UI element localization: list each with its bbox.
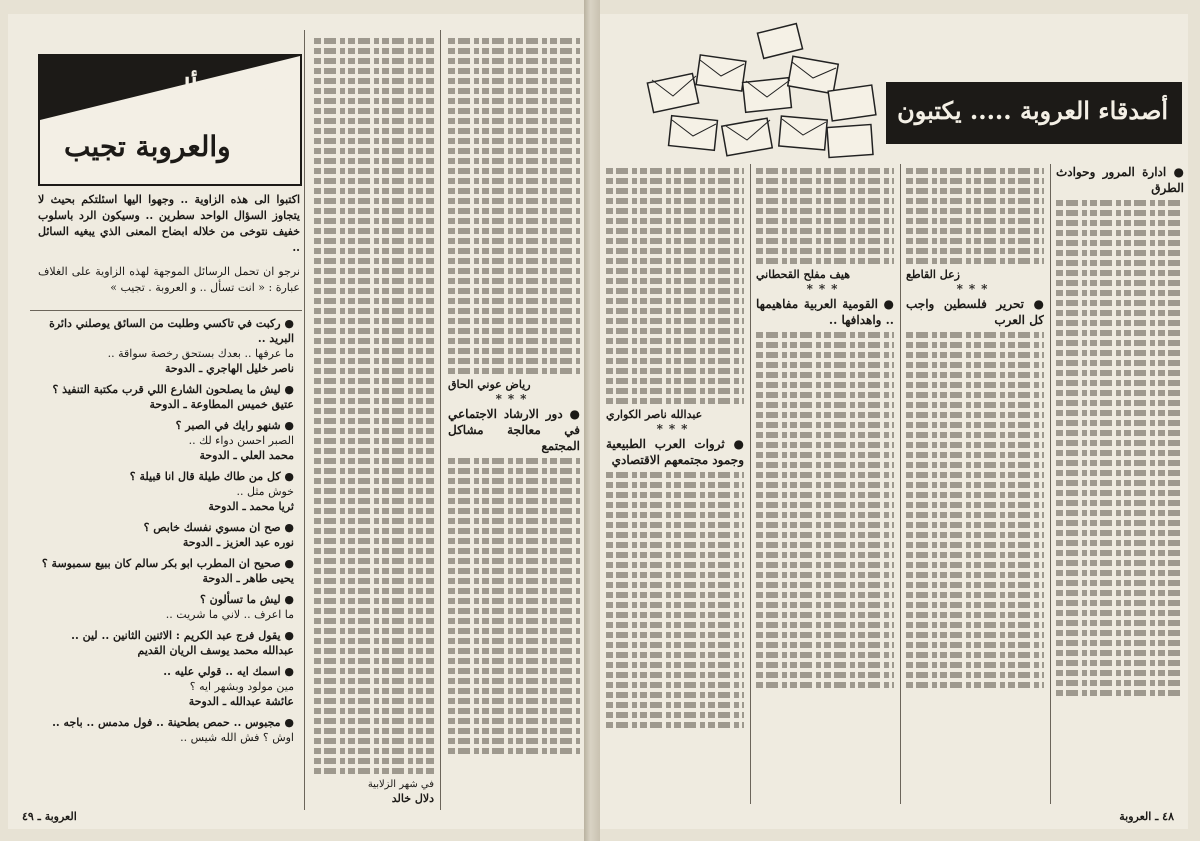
qa-item: ● ركبت في تاكسي وطلبت من السائق يوصلني دائرة البريد .. ما عرفها .. بعدك بستحق رخصة سواقة .. ناصر خليل الهاجري ـ الدوحة — [49, 317, 294, 375]
left-page — [8, 14, 584, 829]
right-col-1 — [1056, 164, 1184, 804]
ask-answer-banner — [38, 54, 302, 186]
author-byline: رياض عوني الحاق — [448, 378, 531, 391]
qa-item: ● ليش ما تسألون ؟ ما اعرف .. لاني ما شريت .. — [165, 593, 294, 621]
right-col-2 — [906, 164, 1044, 804]
banner-title-line1: أنت تسأل — [171, 74, 278, 104]
qa-item: ● كل من طاك طيلة قال انا قبيلة ؟ خوش مثل .. ثريا محمد ـ الدوحة — [129, 470, 294, 513]
section-heading: ● تحرير فلسطين واجب كل العرب — [906, 297, 1044, 327]
section-heading: ● دور الارشاد الاجتماعي في معالجة مشاكل المجتمع — [448, 407, 580, 453]
column-closing-line: في شهر الزلابية — [367, 779, 434, 790]
intro-instruction: اكتبوا الى هذه الزاوية .. وجهوا اليها اسئلتكم بحيث لا يتجاوز السؤال الواحد سطرين .. وسيكون الرد باسلوب خفيف نتوخى من خلاله ابضاح المعنى الذي يبغيه السائل .. — [38, 193, 300, 254]
right-page — [600, 14, 1188, 829]
page-number-right: ٤٨ ـ العروبة — [1119, 810, 1174, 823]
section-heading: ● القومية العربية مفاهيمها .. واهدافها .. — [756, 297, 894, 327]
banner-title: أصدقاء العروبة ..... يكتبون — [897, 96, 1168, 125]
author-byline: زعل القاطع — [906, 268, 960, 281]
page-number-left: العروبة ـ ٤٩ — [22, 810, 77, 823]
qa-item: ● اسمك ايه .. قولي عليه .. مين مولود وبشهر ايه ؟ عائشة عبدالله ـ الدوحة — [163, 665, 294, 708]
qa-item: ● يقول فرج عبد الكريم : الاثنين الثانين .. لين .. عبدالله محمد يوسف الريان القديم — [71, 629, 294, 657]
intro-text — [38, 192, 300, 296]
qa-item: ● شنهو رايك في الصبر ؟ الصبر احسن دواء لك .. محمد العلي ـ الدوحة — [175, 419, 294, 462]
author-byline: دلال خالد — [391, 792, 434, 804]
section-divider-stars: *** — [495, 392, 533, 406]
qa-item: ● صحيح ان المطرب ابو بكر سالم كان ببيع سمبوسة ؟ يحيى طاهر ـ الدوحة — [41, 557, 294, 585]
qa-item: ● مجبوس .. حمص بطحينة .. فول مدمس .. باجه .. اوش ؟ فش الله شيس .. — [52, 716, 294, 744]
author-byline: عبدالله ناصر الكواري — [606, 408, 703, 421]
qa-list — [32, 316, 294, 745]
banner-title-line2: والعروبة تجيب — [64, 130, 231, 163]
section-divider-stars: *** — [956, 282, 994, 296]
author-byline: هيف مفلح القحطاني — [756, 268, 851, 281]
left-middle-column — [314, 34, 434, 804]
qa-item: ● صح ان مسوي نفسك خابص ؟ نوره عبد العزيز ـ الدوحة — [143, 521, 294, 549]
intro-envelope-note: نرجو ان تحمل الرسائل الموجهة لهذه الزاوية على الغلاف عبارة : « انت تسأل .. و العروبة . تجيب » — [38, 265, 300, 294]
letters-illustration — [640, 18, 880, 168]
section-divider-stars: *** — [656, 422, 694, 436]
section-heading: ● ادارة المرور وحوادث الطرق — [1056, 165, 1184, 195]
right-col-4 — [606, 164, 744, 804]
section-divider-stars: *** — [806, 282, 844, 296]
spine-gutter — [584, 0, 600, 841]
qa-item: ● ليش ما يصلحون الشارع اللي قرب مكتبة التنفيذ ؟ عتيق خميس المطاوعة ـ الدوحة — [52, 383, 294, 411]
section-heading: ● ثروات العرب الطبيعية وجمود مجتمعهم الاقتصادي — [606, 437, 744, 467]
friends-write-banner — [886, 82, 1182, 144]
left-right-column — [448, 34, 580, 804]
right-col-3 — [756, 164, 894, 804]
